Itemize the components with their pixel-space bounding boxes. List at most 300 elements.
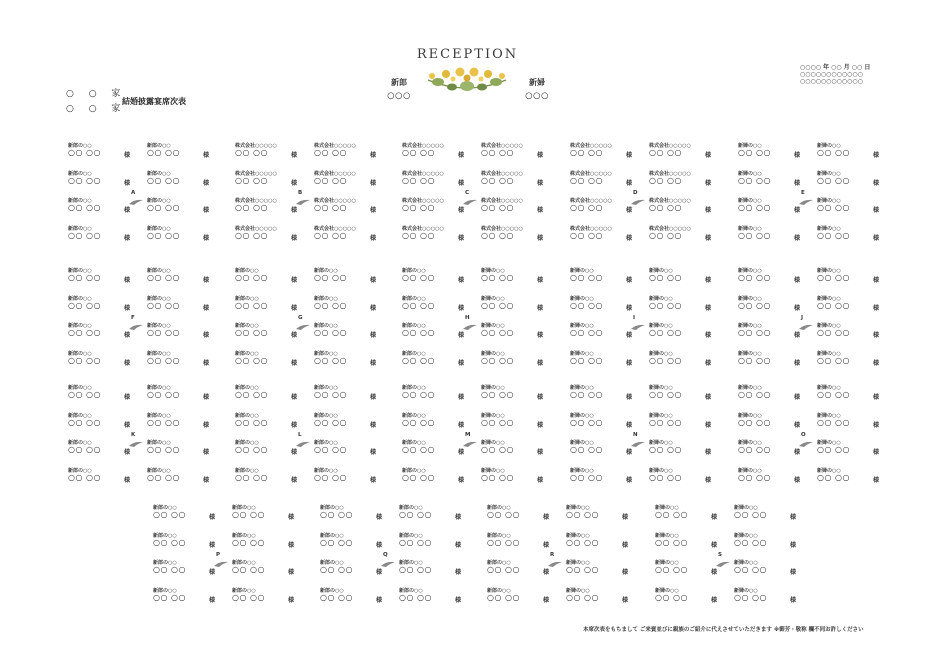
guest-seat — [314, 412, 380, 432]
guest-honorific: 様 — [458, 394, 465, 401]
guest-title: 新郎の○○ — [153, 505, 177, 511]
guest-honorific: 様 — [873, 421, 880, 429]
guest-honorific: 様 — [288, 541, 295, 549]
guest-honorific: 様 — [291, 152, 298, 159]
guest-title: 新婦の○○ — [649, 350, 673, 357]
guest-name: ○○ ○○ — [235, 417, 268, 427]
guest-honorific: 様 — [203, 277, 210, 284]
guest-name: ○○ ○○ — [399, 510, 432, 519]
guest-seat — [481, 384, 547, 404]
guest-title: 新郎の○○ — [402, 350, 426, 357]
guest-seat — [481, 350, 547, 370]
guest-title: 新郎の○○ — [402, 467, 426, 474]
table-label: C — [465, 190, 470, 196]
guest-name: ○○ ○○ — [481, 175, 514, 185]
guest-title: 株式会社○○○○○ — [481, 170, 523, 177]
guest-honorific: 様 — [124, 152, 131, 159]
guest-name: ○○ ○○ — [68, 175, 101, 185]
guest-honorific: 様 — [626, 207, 633, 214]
guest-honorific: 様 — [794, 449, 801, 456]
guest-name: ○○ ○○ — [147, 273, 180, 282]
guest-seat — [314, 439, 380, 459]
guest-title: 新郎の○○ — [68, 225, 92, 232]
guest-name: ○○ ○○ — [481, 355, 514, 365]
guest-name: ○○ ○○ — [649, 417, 682, 427]
guest-honorific: 様 — [626, 179, 633, 187]
table-ornament-icon — [295, 440, 311, 448]
guest-honorific: 様 — [873, 207, 880, 214]
guest-name: ○○ ○○ — [314, 230, 347, 240]
guest-seat — [153, 504, 219, 524]
guest-title: 新婦の○○ — [738, 170, 762, 177]
guest-seat — [817, 350, 883, 370]
guest-honorific: 様 — [458, 277, 465, 284]
guest-name: ○○ ○○ — [402, 203, 435, 212]
guest-name: ○○ ○○ — [147, 203, 180, 212]
guest-honorific: 様 — [705, 476, 712, 484]
guest-seat — [314, 350, 380, 370]
guest-title: 新郎の○○ — [68, 268, 92, 274]
guest-title: 新郎の○○ — [147, 170, 171, 177]
guest-seat — [570, 322, 636, 342]
guest-honorific: 様 — [124, 332, 131, 339]
table-label: K — [131, 432, 136, 438]
guest-seat — [649, 267, 715, 287]
guest-honorific: 様 — [626, 277, 633, 284]
guest-title: 株式会社○○○○○ — [402, 170, 444, 177]
table-label: F — [131, 315, 135, 321]
guest-title: 新郎の○○ — [402, 385, 426, 391]
guest-seat — [399, 559, 465, 579]
guest-honorific: 様 — [873, 179, 880, 187]
guest-honorific: 様 — [873, 332, 880, 339]
guest-name: ○○ ○○ — [570, 230, 603, 240]
guest-honorific: 様 — [458, 179, 465, 187]
guest-honorific: 様 — [458, 421, 465, 429]
guest-seat — [738, 267, 804, 287]
guest-name: ○○ ○○ — [235, 300, 268, 310]
guest-title: 新郎の○○ — [314, 412, 338, 419]
table-ornament-icon — [798, 440, 814, 448]
guest-title: 新郎の○○ — [235, 467, 259, 474]
guest-name: ○○ ○○ — [570, 203, 603, 212]
guest-seat — [147, 439, 213, 459]
guest-title: 新婦の○○ — [817, 350, 841, 357]
table-ornament-icon — [128, 323, 144, 331]
guest-title: 新郎の○○ — [402, 412, 426, 419]
guest-honorific: 様 — [291, 277, 298, 284]
guest-name: ○○ ○○ — [232, 510, 265, 519]
guest-title: 新婦の○○ — [566, 532, 590, 539]
guest-honorific: 様 — [537, 277, 544, 284]
guest-seat — [566, 504, 632, 524]
guest-name: ○○ ○○ — [487, 510, 520, 519]
guest-honorific: 様 — [705, 449, 712, 456]
table-label: D — [633, 190, 638, 196]
guest-seat — [738, 467, 804, 487]
guest-honorific: 様 — [203, 332, 210, 339]
guest-seat — [649, 170, 715, 190]
guest-name: ○○ ○○ — [68, 300, 101, 310]
guest-title: 新婦の○○ — [738, 225, 762, 232]
guest-honorific: 様 — [291, 421, 298, 429]
guest-title: 新郎の○○ — [402, 295, 426, 302]
guest-name: ○○ ○○ — [235, 445, 268, 454]
reception-title: RECEPTION — [416, 47, 519, 62]
guest-name: ○○ ○○ — [649, 328, 682, 337]
family-name: ○ ○ 家 — [66, 89, 127, 99]
guest-seat — [481, 225, 547, 245]
guest-title: 新郎の○○ — [402, 323, 426, 329]
guest-name: ○○ ○○ — [320, 592, 353, 602]
guest-name: ○○ ○○ — [314, 328, 347, 337]
guest-honorific: 様 — [458, 304, 465, 312]
guest-seat — [68, 384, 134, 404]
table-label: P — [216, 552, 221, 558]
guest-honorific: 様 — [626, 421, 633, 429]
guest-title: 新婦の○○ — [738, 440, 762, 446]
guest-title: 新郎の○○ — [235, 350, 259, 357]
guest-name: ○○ ○○ — [481, 328, 514, 337]
guest-honorific: 様 — [537, 207, 544, 214]
guest-title: 株式会社○○○○○ — [235, 198, 277, 204]
guest-title: 新郎の○○ — [68, 198, 92, 204]
guest-seat — [235, 322, 301, 342]
guest-honorific: 様 — [458, 476, 465, 484]
guest-seat — [487, 504, 553, 524]
guest-name: ○○ ○○ — [68, 273, 101, 282]
guest-seat — [738, 384, 804, 404]
guest-honorific: 様 — [291, 394, 298, 401]
table-ornament-icon — [128, 440, 144, 448]
guest-name: ○○ ○○ — [649, 445, 682, 454]
guest-name: ○○ ○○ — [655, 592, 688, 602]
guest-title: 新婦の○○ — [738, 385, 762, 391]
guest-name: ○○ ○○ — [738, 175, 771, 185]
guest-seat — [817, 225, 883, 245]
table-label: G — [298, 315, 303, 321]
guest-title: 新婦の○○ — [738, 412, 762, 419]
guest-honorific: 様 — [370, 304, 377, 312]
guest-name: ○○ ○○ — [68, 148, 101, 157]
guest-title: 新郎の○○ — [153, 587, 177, 594]
guest-title: 新郎の○○ — [320, 505, 344, 511]
guest-honorific: 様 — [209, 596, 216, 604]
guest-honorific: 様 — [705, 332, 712, 339]
guest-seat — [147, 384, 213, 404]
guest-title: 新郎の○○ — [147, 385, 171, 391]
guest-name: ○○ ○○ — [817, 328, 850, 337]
guest-title: 新婦の○○ — [570, 440, 594, 446]
guest-honorific: 様 — [370, 277, 377, 284]
guest-honorific: 様 — [376, 596, 383, 604]
guest-seat — [570, 197, 636, 217]
guest-title: 株式会社○○○○○ — [235, 225, 277, 232]
guest-title: 新婦の○○ — [566, 505, 590, 511]
guest-honorific: 様 — [370, 421, 377, 429]
guest-seat — [402, 467, 468, 487]
guest-seat — [314, 322, 380, 342]
guest-seat — [738, 412, 804, 432]
guest-seat — [314, 170, 380, 190]
groom-block — [384, 77, 414, 101]
guest-honorific: 様 — [537, 394, 544, 401]
guest-title: 株式会社○○○○○ — [314, 198, 356, 204]
guest-seat — [235, 412, 301, 432]
guest-title: 株式会社○○○○○ — [314, 225, 356, 232]
guest-honorific: 様 — [370, 179, 377, 187]
guest-seat — [402, 142, 468, 162]
guest-honorific: 様 — [203, 394, 210, 401]
guest-seat — [314, 197, 380, 217]
guest-seat — [738, 439, 804, 459]
guest-honorific: 様 — [794, 234, 801, 242]
guest-seat — [147, 322, 213, 342]
guest-name: ○○ ○○ — [232, 565, 265, 574]
guest-title: 新郎の○○ — [314, 440, 338, 446]
guest-seat — [235, 384, 301, 404]
guest-title: 新婦の○○ — [738, 295, 762, 302]
guest-title: 新婦の○○ — [649, 268, 673, 274]
guest-name: ○○ ○○ — [314, 175, 347, 185]
guest-honorific: 様 — [794, 304, 801, 312]
guest-title: 新婦の○○ — [649, 385, 673, 391]
guest-seat — [655, 587, 721, 607]
guest-honorific: 様 — [291, 304, 298, 312]
guest-title: 新婦の○○ — [655, 505, 679, 511]
guest-seat — [314, 267, 380, 287]
guest-seat — [402, 439, 468, 459]
guest-title: 新郎の○○ — [147, 412, 171, 419]
wedding-date: ○○○○ 年 ○○ 月 ○○ 日 — [800, 64, 871, 71]
guest-honorific: 様 — [376, 541, 383, 549]
guest-name: ○○ ○○ — [235, 472, 268, 482]
guest-name: ○○ ○○ — [649, 472, 682, 482]
guest-seat — [147, 350, 213, 370]
guest-title: 新婦の○○ — [481, 268, 505, 274]
guest-name: ○○ ○○ — [153, 537, 186, 547]
guest-honorific: 様 — [209, 514, 216, 521]
guest-name: ○○ ○○ — [481, 445, 514, 454]
guest-name: ○○ ○○ — [68, 230, 101, 240]
guest-title: 新婦の○○ — [817, 143, 841, 149]
table-label: R — [550, 552, 555, 558]
guest-title: 株式会社○○○○○ — [570, 143, 612, 149]
guest-name: ○○ ○○ — [481, 148, 514, 157]
guest-name: ○○ ○○ — [147, 390, 180, 399]
guest-honorific: 様 — [794, 421, 801, 429]
guest-name: ○○ ○○ — [68, 355, 101, 365]
guest-name: ○○ ○○ — [738, 203, 771, 212]
guest-seat — [649, 197, 715, 217]
guest-seat — [570, 267, 636, 287]
guest-name: ○○ ○○ — [481, 300, 514, 310]
guest-name: ○○ ○○ — [235, 273, 268, 282]
guest-name: ○○ ○○ — [402, 148, 435, 157]
guest-name: ○○ ○○ — [738, 148, 771, 157]
guest-seat — [320, 587, 386, 607]
guest-seat — [649, 467, 715, 487]
table-ornament-icon — [715, 560, 731, 568]
guest-honorific: 様 — [537, 304, 544, 312]
guest-name: ○○ ○○ — [738, 328, 771, 337]
guest-seat — [481, 267, 547, 287]
guest-honorific: 様 — [705, 152, 712, 159]
guest-honorific: 様 — [626, 476, 633, 484]
guest-name: ○○ ○○ — [153, 592, 186, 602]
guest-seat — [314, 467, 380, 487]
guest-seat — [235, 225, 301, 245]
guest-name: ○○ ○○ — [817, 300, 850, 310]
table-ornament-icon — [213, 560, 229, 568]
guest-seat — [817, 197, 883, 217]
guest-name: ○○ ○○ — [570, 273, 603, 282]
guest-title: 新婦の○○ — [481, 467, 505, 474]
venue-line: ○○○○○○○○○○○○ — [800, 71, 863, 78]
guest-honorific: 様 — [622, 514, 629, 521]
guest-honorific: 様 — [455, 596, 462, 604]
guest-name: ○○ ○○ — [147, 148, 180, 157]
guest-honorific: 様 — [626, 234, 633, 242]
guest-title: 新婦の○○ — [655, 587, 679, 594]
guest-seat — [147, 412, 213, 432]
guest-honorific: 様 — [705, 234, 712, 242]
guest-seat — [68, 225, 134, 245]
guest-title: 新婦の○○ — [481, 350, 505, 357]
guest-title: 新婦の○○ — [649, 467, 673, 474]
guest-honorific: 様 — [537, 359, 544, 367]
guest-title: 新郎の○○ — [235, 385, 259, 391]
guest-title: 株式会社○○○○○ — [235, 143, 277, 149]
guest-seat — [481, 467, 547, 487]
guest-title: 新婦の○○ — [817, 385, 841, 391]
guest-title: 新婦の○○ — [649, 295, 673, 302]
guest-name: ○○ ○○ — [481, 417, 514, 427]
guest-name: ○○ ○○ — [147, 355, 180, 365]
guest-honorific: 様 — [622, 569, 629, 576]
guest-title: 新婦の○○ — [738, 467, 762, 474]
guest-title: 株式会社○○○○○ — [481, 225, 523, 232]
guest-name: ○○ ○○ — [314, 390, 347, 399]
guest-honorific: 様 — [124, 179, 131, 187]
guest-honorific: 様 — [455, 569, 462, 576]
guest-seat — [147, 197, 213, 217]
guest-honorific: 様 — [626, 152, 633, 159]
guest-title: 株式会社○○○○○ — [570, 198, 612, 204]
guest-seat — [649, 439, 715, 459]
guest-name: ○○ ○○ — [68, 328, 101, 337]
guest-name: ○○ ○○ — [487, 592, 520, 602]
guest-name: ○○ ○○ — [402, 417, 435, 427]
guest-seat — [68, 197, 134, 217]
guest-honorific: 様 — [291, 449, 298, 456]
guest-seat — [734, 587, 800, 607]
guest-honorific: 様 — [370, 332, 377, 339]
guest-honorific: 様 — [873, 304, 880, 312]
guest-seat — [320, 559, 386, 579]
guest-honorific: 様 — [794, 332, 801, 339]
guest-title: 株式会社○○○○○ — [314, 170, 356, 177]
guest-seat — [487, 587, 553, 607]
guest-honorific: 様 — [124, 304, 131, 312]
guest-honorific: 様 — [790, 514, 797, 521]
guest-name: ○○ ○○ — [399, 592, 432, 602]
guest-honorific: 様 — [705, 179, 712, 187]
guest-name: ○○ ○○ — [235, 175, 268, 185]
guest-name: ○○ ○○ — [147, 230, 180, 240]
guest-seat — [402, 170, 468, 190]
guest-seat — [570, 350, 636, 370]
guest-seat — [570, 295, 636, 315]
guest-honorific: 様 — [203, 421, 210, 429]
guest-title: 新郎の○○ — [153, 560, 177, 566]
guest-honorific: 様 — [705, 304, 712, 312]
guest-title: 新婦の○○ — [817, 198, 841, 204]
guest-name: ○○ ○○ — [734, 592, 767, 602]
guest-seat — [153, 587, 219, 607]
guest-seat — [402, 322, 468, 342]
guest-name: ○○ ○○ — [314, 417, 347, 427]
guest-title: 新郎の○○ — [320, 532, 344, 539]
guest-honorific: 様 — [370, 476, 377, 484]
guest-honorific: 様 — [288, 514, 295, 521]
guest-title: 株式会社○○○○○ — [649, 198, 691, 204]
guest-seat — [570, 384, 636, 404]
guest-seat — [570, 225, 636, 245]
guest-seat — [68, 267, 134, 287]
guest-name: ○○ ○○ — [817, 175, 850, 185]
table-label: L — [298, 432, 302, 438]
guest-name: ○○ ○○ — [314, 203, 347, 212]
guest-honorific: 様 — [543, 514, 550, 521]
guest-title: 株式会社○○○○○ — [570, 170, 612, 177]
guest-seat — [566, 587, 632, 607]
guest-title: 新郎の○○ — [487, 587, 511, 594]
guest-honorific: 様 — [288, 569, 295, 576]
date-venue — [800, 64, 870, 85]
guest-seat — [235, 170, 301, 190]
guest-seat — [402, 350, 468, 370]
guest-honorific: 様 — [543, 569, 550, 576]
guest-honorific: 様 — [288, 596, 295, 604]
guest-title: 新婦の○○ — [817, 295, 841, 302]
guest-name: ○○ ○○ — [320, 510, 353, 519]
guest-honorific: 様 — [209, 569, 216, 576]
guest-name: ○○ ○○ — [566, 565, 599, 574]
guest-name: ○○ ○○ — [314, 273, 347, 282]
guest-honorific: 様 — [537, 179, 544, 187]
guest-name: ○○ ○○ — [738, 417, 771, 427]
guest-honorific: 様 — [203, 152, 210, 159]
guest-honorific: 様 — [543, 596, 550, 604]
guest-title: 新郎の○○ — [320, 560, 344, 566]
guest-name: ○○ ○○ — [147, 175, 180, 185]
bride-name: ○○○ — [525, 91, 549, 101]
guest-name: ○○ ○○ — [402, 230, 435, 240]
guest-seat — [570, 170, 636, 190]
guest-honorific: 様 — [291, 359, 298, 367]
guest-honorific: 様 — [291, 332, 298, 339]
guest-title: 新婦の○○ — [481, 323, 505, 329]
guest-seat — [68, 170, 134, 190]
guest-seat — [487, 559, 553, 579]
guest-title: 新郎の○○ — [487, 560, 511, 566]
guest-title: 株式会社○○○○○ — [402, 225, 444, 232]
guest-honorific: 様 — [790, 596, 797, 604]
guest-name: ○○ ○○ — [399, 565, 432, 574]
guest-honorific: 様 — [794, 359, 801, 367]
guest-name: ○○ ○○ — [235, 328, 268, 337]
